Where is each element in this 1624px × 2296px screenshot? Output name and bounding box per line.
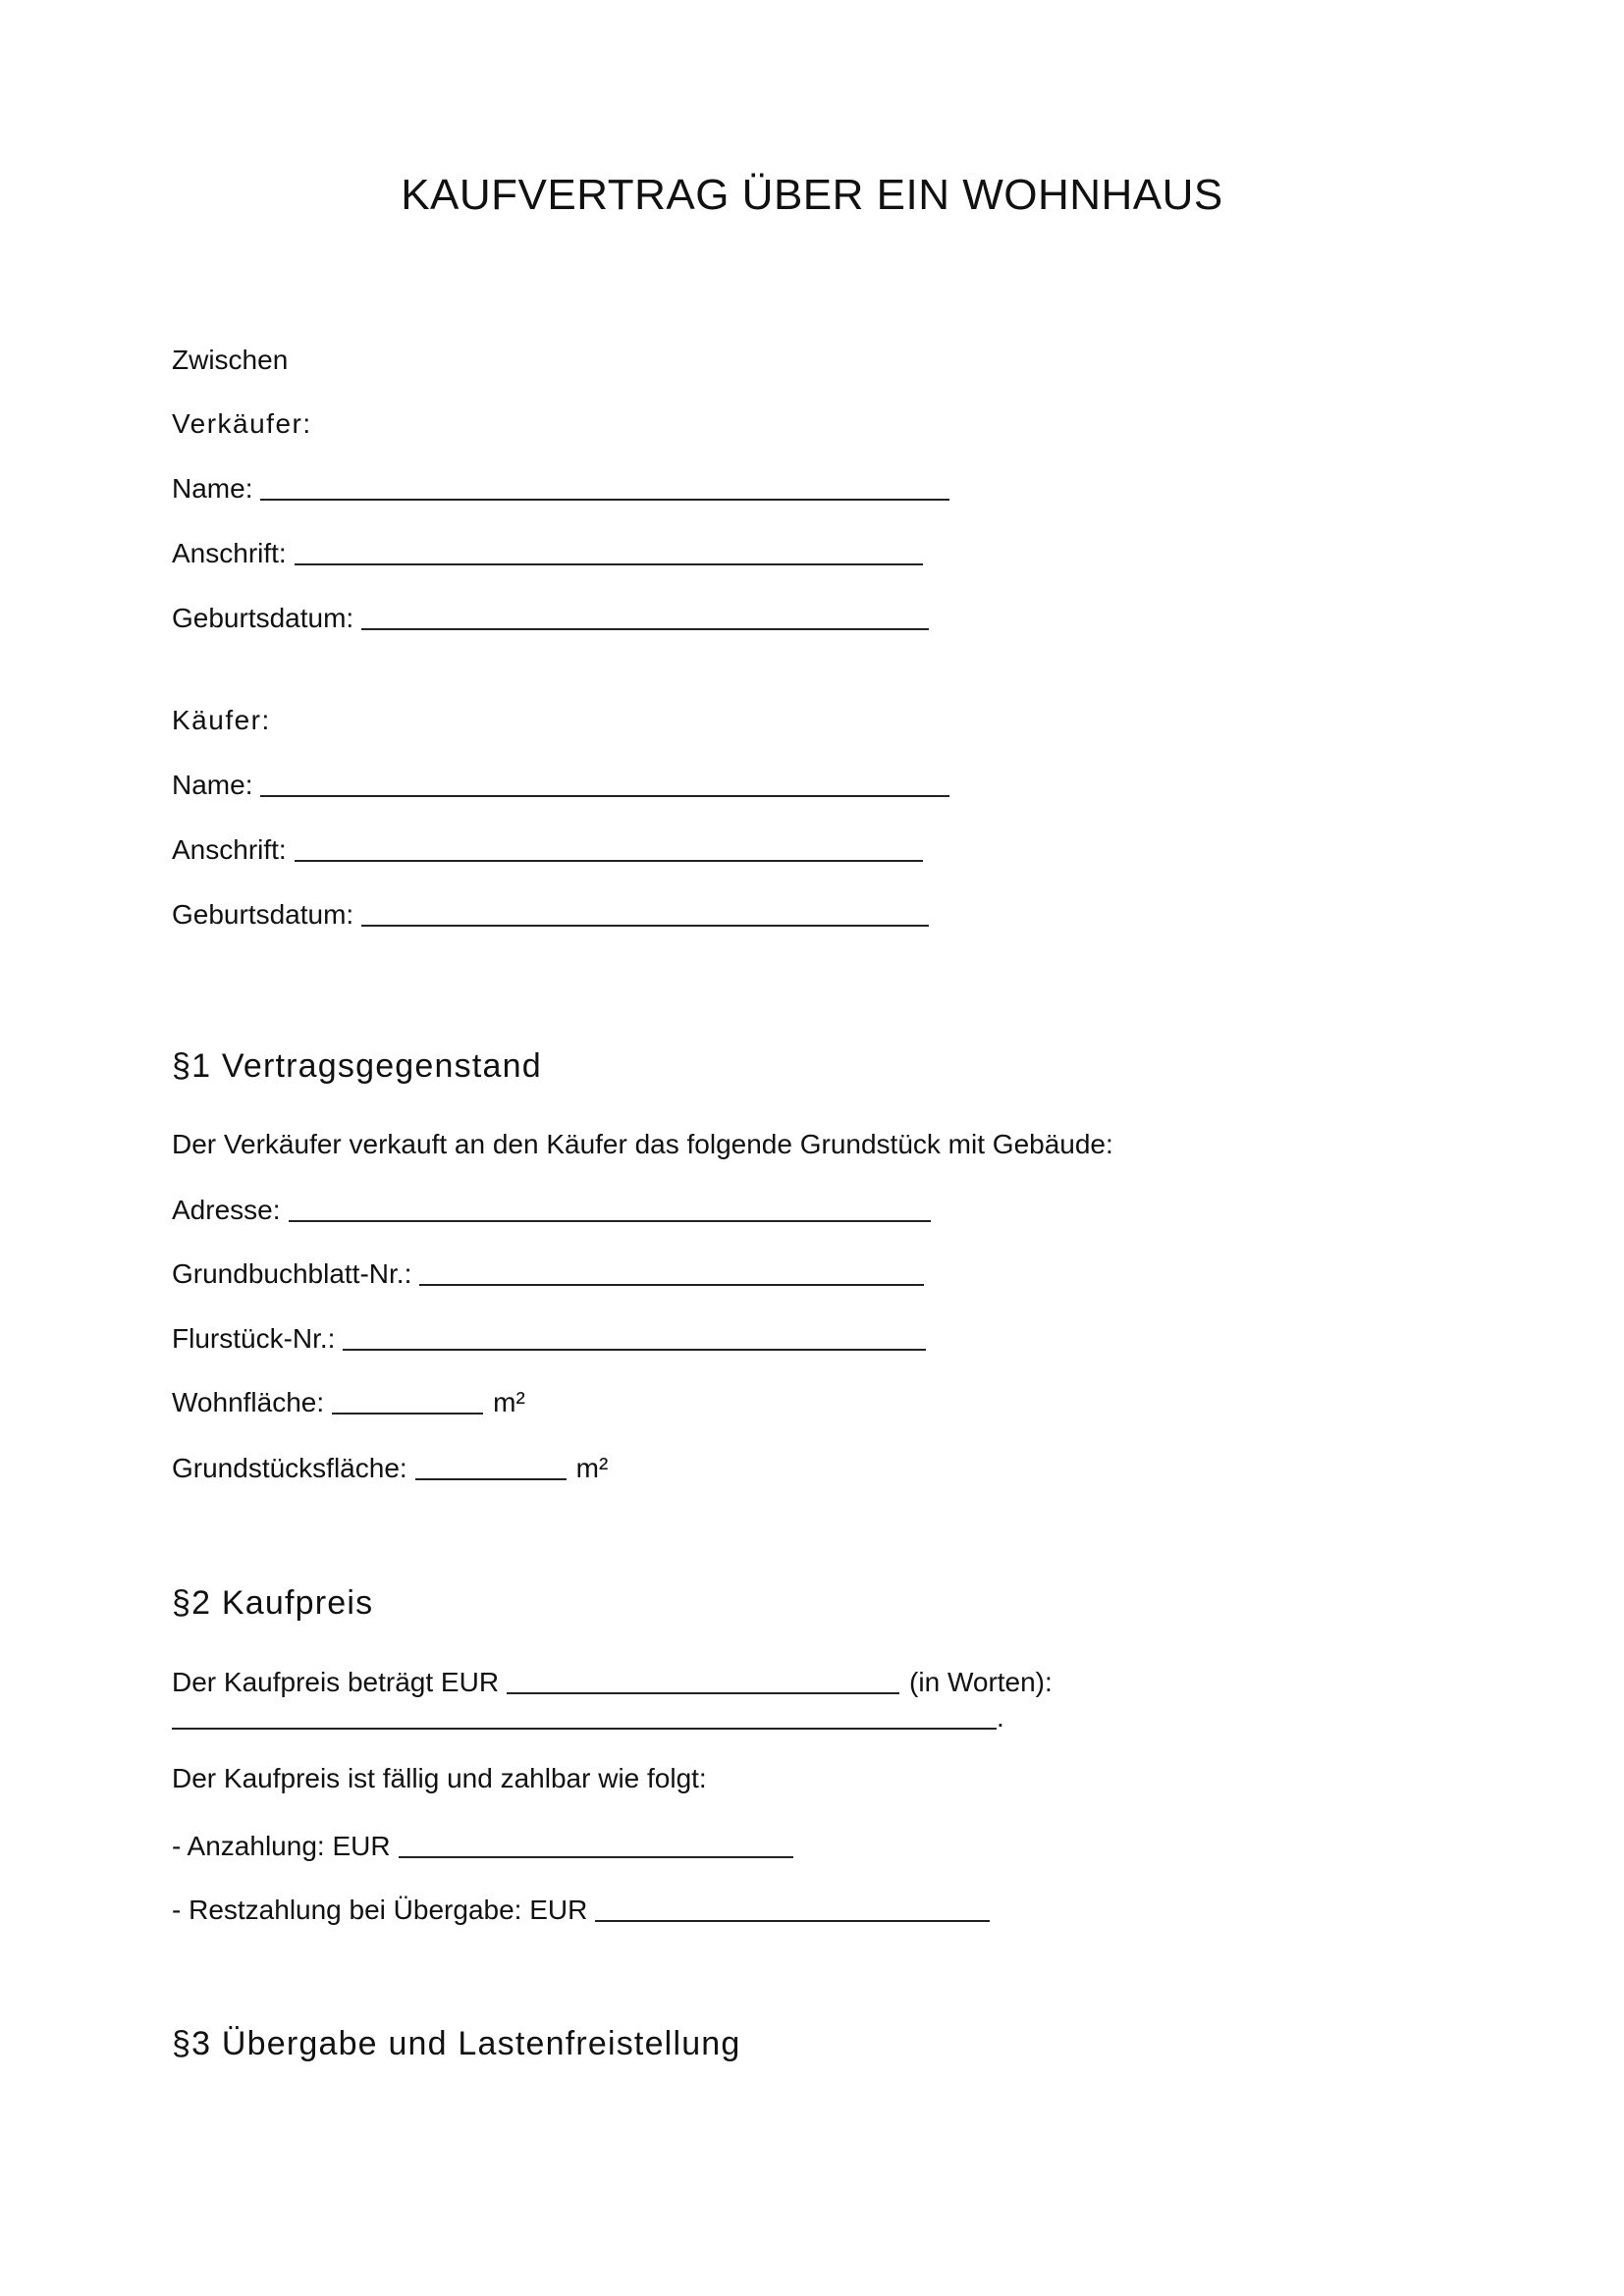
seller-name-row [172, 470, 949, 506]
landregister-label: Grundbuchblatt-Nr.: [172, 1258, 412, 1289]
remaining-row [172, 1892, 990, 1927]
seller-name-label: Name: [172, 473, 253, 504]
seller-heading: Verkäufer: [172, 408, 312, 439]
plot-area-label: Grundstücksfläche: [172, 1453, 407, 1483]
parcel-label: Flurstück-Nr.: [172, 1323, 336, 1354]
seller-address-field[interactable] [295, 538, 923, 565]
buyer-birthdate-row [172, 896, 929, 932]
plot-area-unit: m² [575, 1453, 609, 1483]
buyer-address-field[interactable] [295, 834, 923, 862]
seller-birthdate-label: Geburtsdatum: [172, 603, 354, 633]
parcel-row [172, 1320, 926, 1356]
seller-name-field[interactable] [260, 473, 949, 501]
price-field[interactable] [507, 1667, 899, 1694]
property-address-label: Adresse: [172, 1195, 281, 1225]
buyer-birthdate-label: Geburtsdatum: [172, 899, 354, 930]
buyer-birthdate-field[interactable] [361, 899, 929, 927]
section3-heading: §3 Übergabe und Lastenfreistellung [172, 2025, 741, 2062]
price-row [172, 1664, 1053, 1699]
deposit-row [172, 1828, 793, 1863]
living-area-label: Wohnfläche: [172, 1387, 325, 1417]
price-words-period: . [997, 1702, 1004, 1733]
living-area-field[interactable] [332, 1387, 483, 1415]
seller-address-label: Anschrift: [172, 538, 287, 568]
price-label: Der Kaufpreis beträgt EUR [172, 1667, 500, 1697]
landregister-field[interactable] [419, 1258, 924, 1286]
buyer-address-row [172, 831, 923, 867]
document-title: KAUFVERTRAG ÜBER EIN WOHNHAUS [401, 171, 1223, 219]
remaining-label: - Restzahlung bei Übergabe: EUR [172, 1895, 588, 1925]
deposit-field[interactable] [399, 1831, 793, 1858]
seller-birthdate-field[interactable] [361, 603, 929, 630]
living-area-unit: m² [493, 1387, 525, 1417]
buyer-address-label: Anschrift: [172, 834, 287, 865]
plot-area-row [172, 1450, 608, 1485]
buyer-heading: Käufer: [172, 705, 271, 735]
living-area-row [172, 1384, 525, 1419]
buyer-name-label: Name: [172, 770, 253, 800]
landregister-row [172, 1255, 924, 1291]
plot-area-field[interactable] [415, 1453, 567, 1480]
due-text: Der Kaufpreis ist fällig und zahlbar wie folgt: [172, 1763, 707, 1793]
in-words-label: (in Worten): [909, 1667, 1053, 1697]
price-words-field[interactable] [172, 1702, 997, 1730]
section2-heading: §2 Kaufpreis [172, 1584, 374, 1622]
section1-heading: §1 Vertragsgegenstand [172, 1047, 542, 1085]
seller-birthdate-row [172, 600, 929, 635]
buyer-name-row [172, 767, 949, 802]
deposit-label: - Anzahlung: EUR [172, 1831, 391, 1861]
buyer-name-field[interactable] [260, 770, 949, 797]
remaining-field[interactable] [595, 1895, 990, 1922]
property-address-field[interactable] [289, 1195, 931, 1222]
seller-address-row [172, 535, 923, 570]
section1-text: Der Verkäufer verkauft an den Käufer das folgende Grundstück mit Gebäude: [172, 1129, 1113, 1159]
intro-text: Zwischen [172, 345, 289, 375]
parcel-field[interactable] [343, 1323, 926, 1351]
property-address-row [172, 1192, 931, 1227]
price-words-row [172, 1699, 1004, 1735]
